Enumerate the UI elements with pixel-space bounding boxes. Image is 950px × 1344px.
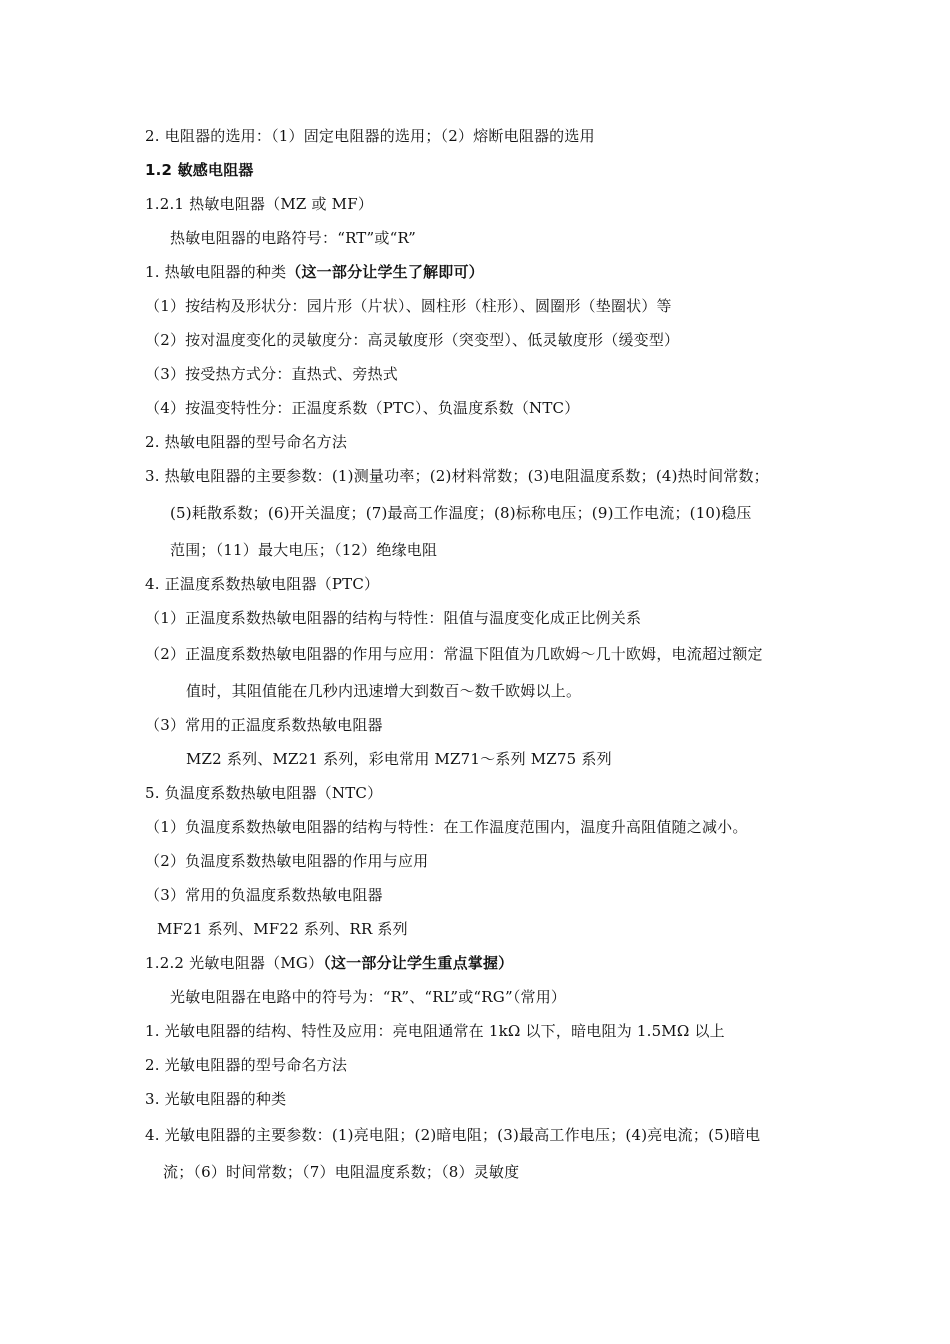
subsection-heading <box>145 953 513 973</box>
text-line: 2. 光敏电阻器的型号命名方法 <box>145 1056 348 1074</box>
list-item: （3）常用的正温度系数热敏电阻器 <box>145 716 383 734</box>
text-line: 4. 光敏电阻器的主要参数：(1)亮电阻；(2)暗电阻；(3)最高工作电压；(4)亮电流；(5)暗电 <box>145 1126 761 1144</box>
text-line: 5. 负温度系数热敏电阻器（NTC） <box>145 784 383 802</box>
text-line: MF21 系列、MF22 系列、RR 系列 <box>157 920 408 938</box>
text-line: 2. 热敏电阻器的型号命名方法 <box>145 433 348 451</box>
subsection-heading: 1.2.1 热敏电阻器（MZ 或 MF） <box>145 195 374 213</box>
text-line: MZ2 系列、MZ21 系列，彩电常用 MZ71～系列 MZ75 系列 <box>186 750 612 768</box>
text-line: 流；（6）时间常数；（7）电阻温度系数；（8）灵敏度 <box>163 1163 520 1181</box>
text-line: 3. 热敏电阻器的主要参数：(1)测量功率；(2)材料常数；(3)电阻温度系数；(4)热时间常数； <box>145 467 769 485</box>
text-line: 光敏电阻器在电路中的符号为：“R”、“RL”或“RG”（常用） <box>170 988 567 1006</box>
emphasis-note: （这一部分让学生了解即可） <box>286 263 484 281</box>
text-line: 范围；（11）最大电压；（12）绝缘电阻 <box>170 541 438 559</box>
list-item: （2）负温度系数热敏电阻器的作用与应用 <box>145 852 429 870</box>
emphasis-note: （这一部分让学生重点掌握） <box>323 954 514 972</box>
text-line: (5)耗散系数；(6)开关温度；(7)最高工作温度；(8)标称电压；(9)工作电流；(10)稳压 <box>170 504 752 522</box>
list-item: （1）负温度系数热敏电阻器的结构与特性：在工作温度范围内，温度升高阻值随之减小。 <box>145 818 748 836</box>
text-line: 2. 电阻器的选用：（1）固定电阻器的选用；（2）熔断电阻器的选用 <box>145 127 595 145</box>
list-item: （2）按对温度变化的灵敏度分：高灵敏度形（突变型）、低灵敏度形（缓变型） <box>145 331 680 349</box>
text-line: 1. 光敏电阻器的结构、特性及应用：亮电阻通常在 1kΩ 以下，暗电阻为 1.5MΩ 以上 <box>145 1022 725 1040</box>
text-line: 热敏电阻器的电路符号：“RT”或“R” <box>170 229 416 247</box>
section-heading: 1.2 敏感电阻器 <box>145 161 254 179</box>
list-item: （3）常用的负温度系数热敏电阻器 <box>145 886 383 904</box>
text-line: 3. 光敏电阻器的种类 <box>145 1090 287 1108</box>
list-item: （1）按结构及形状分：园片形（片状）、圆柱形（柱形）、圆圈形（垫圈状）等 <box>145 297 672 315</box>
list-item: （4）按温变特性分：正温度系数（PTC）、负温度系数（NTC） <box>145 399 580 417</box>
list-item: （2）正温度系数热敏电阻器的作用与应用：常温下阻值为几欧姆～几十欧姆，电流超过额定 <box>145 645 763 663</box>
text-line: 值时，其阻值能在几秒内迅速增大到数百～数千欧姆以上。 <box>186 682 582 700</box>
list-item: （1）正温度系数热敏电阻器的结构与特性：阻值与温度变化成正比例关系 <box>145 609 642 627</box>
line-text: 1. 热敏电阻器的种类 <box>145 263 287 281</box>
line-text: 1.2.2 光敏电阻器（MG） <box>145 954 324 972</box>
text-line <box>145 262 484 282</box>
text-line: 4. 正温度系数热敏电阻器（PTC） <box>145 575 380 593</box>
list-item: （3）按受热方式分：直热式、旁热式 <box>145 365 398 383</box>
